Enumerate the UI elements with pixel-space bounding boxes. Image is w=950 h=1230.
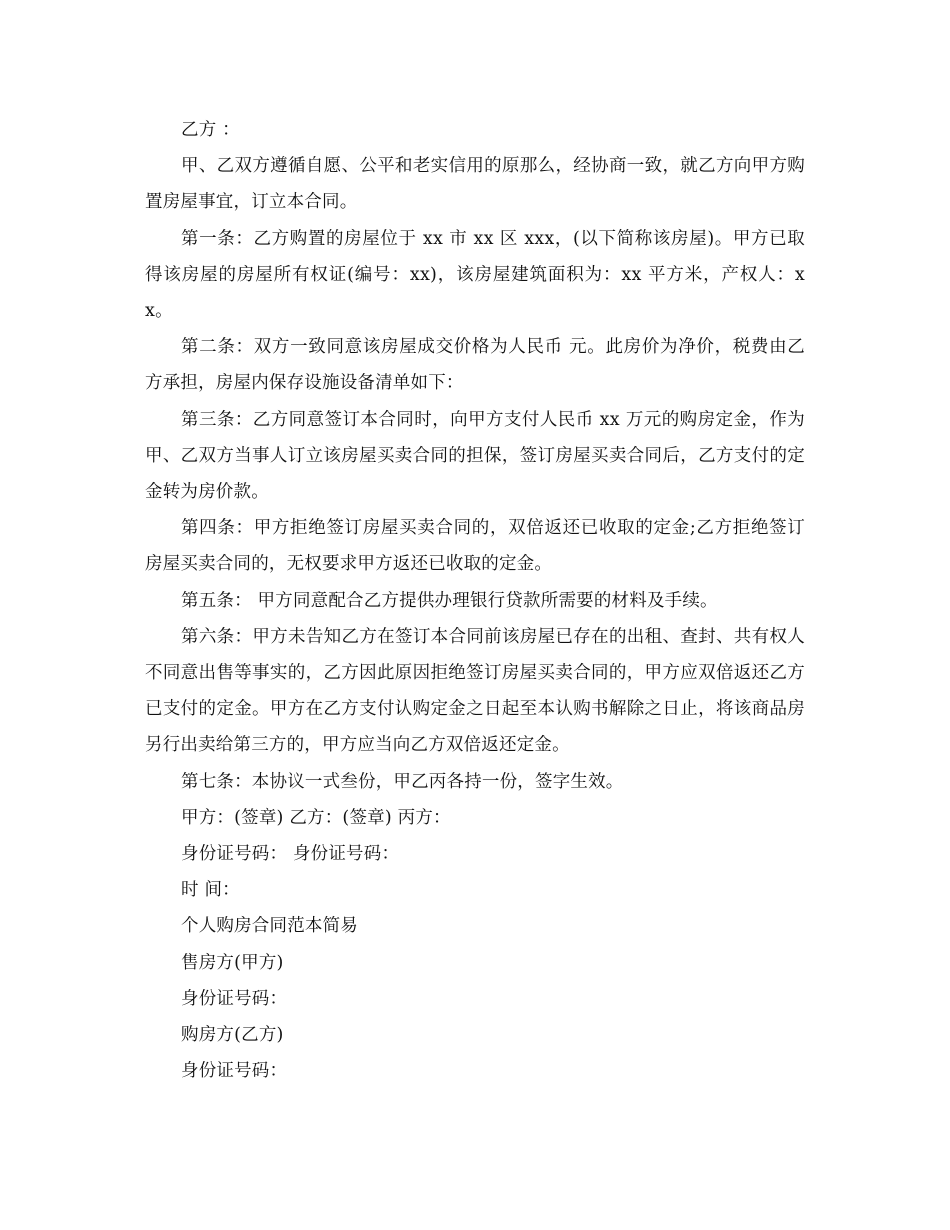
article-7-paragraph: 第七条：本协议一式叁份，甲乙丙各持一份，签字生效。 xyxy=(181,771,624,792)
seller-line: 售房方(甲方) xyxy=(181,952,284,973)
signature-line: 甲方：(签章) 乙方：(签章) 丙方： xyxy=(181,807,451,828)
article-6-paragraph: 第六条：甲方未告知乙方在签订本合同前该房屋已存在的出租、查封、共有权人不同意出售等事实的，乙方因此原因拒绝签订房屋买卖合同的，甲方应双倍返还乙方已支付的定金。甲方在乙方支付认购定金之日起至本认购书解除之日止，将该商品房另行出卖给第三方的，甲方应当向乙方双倍返还定金。 xyxy=(145,626,805,756)
buyer-id-line: 身份证号码： xyxy=(181,1061,288,1082)
article-5-paragraph: 第五条： 甲方同意配合乙方提供办理银行贷款所需要的材料及手续。 xyxy=(181,590,718,611)
preamble-paragraph: 甲、乙双方遵循自愿、公平和老实信用的原那么，经协商一致，就乙方向甲方购置房屋事宜，订立本合同。 xyxy=(145,156,805,213)
article-4-paragraph: 第四条：甲方拒绝签订房屋买卖合同的，双倍返还已收取的定金;乙方拒绝签订房屋买卖合同的，无权要求甲方返还已收取的定金。 xyxy=(145,518,805,575)
id-number-line: 身份证号码： 身份证号码： xyxy=(181,844,400,865)
party-b-line: 乙方 ： xyxy=(181,120,240,140)
seller-id-line: 身份证号码： xyxy=(181,988,288,1009)
time-line: 时 间： xyxy=(181,880,240,901)
document-body xyxy=(145,112,805,1089)
second-contract-title: 个人购房合同范本简易 xyxy=(181,916,358,937)
buyer-line: 购房方(乙方) xyxy=(181,1025,284,1046)
article-3-paragraph: 第三条：乙方同意签订本合同时，向甲方支付人民币 xx 万元的购房定金，作为甲、乙双方当事人订立该房屋买卖合同的担保，签订房屋买卖合同后，乙方支付的定金转为房价款。 xyxy=(145,409,805,503)
article-2-paragraph: 第二条：双方一致同意该房屋成交价格为人民币 元。此房价为净价，税费由乙方承担，房屋内保存设施设备清单如下： xyxy=(145,337,805,394)
article-1-paragraph: 第一条：乙方购置的房屋位于 xx 市 xx 区 xxx，(以下简称该房屋)。甲方已取得该房屋的房屋所有权证(编号：xx)，该房屋建筑面积为：xx 平方米，产权人：xx。 xyxy=(145,228,805,322)
